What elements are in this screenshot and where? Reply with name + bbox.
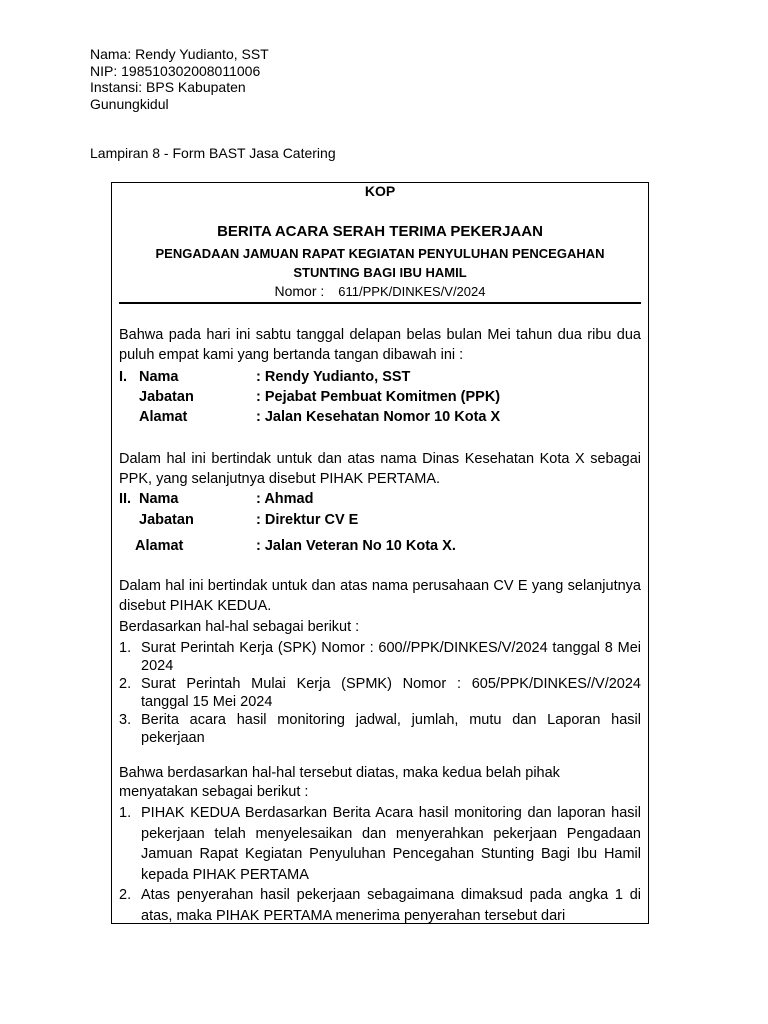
list-item-text: Atas penyerahan hasil pekerjaan sebagaimana dimaksud pada angka 1 di atas, maka PIHAK PERTAMA menerima penyerahan tersebut dari: [141, 887, 641, 924]
conclusion-intro: Bahwa berdasarkan hal-hal tersebut diatas, maka kedua belah pihak menyatakan sebagai berikut :: [119, 765, 560, 800]
party2-number: II.: [119, 491, 132, 507]
list-item-number: 1.: [119, 640, 132, 656]
party2-jabatan-label: Jabatan: [139, 512, 194, 528]
party1-nama-row: [119, 367, 641, 387]
party1-alamat-row: [119, 407, 641, 427]
nomor-label: Nomor :: [274, 283, 325, 299]
party2-alamat-row: [119, 536, 641, 556]
document-subtitle: [119, 244, 641, 282]
party2-description: Dalam hal ini bertindak untuk dan atas nama perusahaan CV E yang selanjutnya disebut PIHAK KEDUA.: [119, 578, 641, 614]
party2-alamat-value: : Jalan Veteran No 10 Kota X.: [256, 538, 456, 554]
party1-jabatan-value: : Pejabat Pembuat Komitmen (PPK): [256, 389, 501, 405]
attachment-label: Lampiran 8 - Form BAST Jasa Catering: [90, 145, 336, 161]
party1-alamat-label: Alamat: [139, 409, 188, 425]
subtitle-line-1: PENGADAAN JAMUAN RAPAT KEGIATAN PENYULUHAN PENCEGAHAN: [155, 246, 605, 261]
author-instansi-line2: Gunungkidul: [90, 95, 169, 112]
list-item-number: 2.: [119, 887, 132, 903]
list-item-text: Berita acara hasil monitoring jadwal, jumlah, mutu dan Laporan hasil pekerjaan: [141, 712, 641, 746]
letterhead-placeholder: KOP: [364, 183, 396, 199]
list-item: [119, 711, 641, 747]
subtitle-line-2: STUNTING BAGI IBU HAMIL: [293, 265, 467, 280]
party2-jabatan-row: [119, 510, 641, 530]
party1-alamat-value: : Jalan Kesehatan Nomor 10 Kota X: [256, 409, 501, 425]
nomor-value: 611/PPK/DINKES/V/2024: [338, 284, 486, 299]
author-instansi-line1: Instansi: BPS Kabupaten: [90, 79, 246, 95]
party1-description: Dalam hal ini bertindak untuk dan atas nama Dinas Kesehatan Kota X sebagai PPK, yang selanjutnya disebut PIHAK PERTAMA.: [119, 451, 641, 487]
author-info: [90, 46, 269, 112]
party2-alamat-label: Alamat: [135, 538, 184, 554]
party2-nama-row: [119, 489, 641, 509]
party2-nama-label: Nama: [139, 491, 179, 507]
list-item-number: 3.: [119, 712, 132, 728]
document-title: BERITA ACARA SERAH TERIMA PEKERJAAN: [217, 223, 543, 240]
list-item: [119, 639, 641, 675]
list-item-text: Surat Perintah Kerja (SPK) Nomor : 600//PPK/DINKES/V/2024 tanggal 8 Mei 2024: [141, 640, 641, 674]
document-number: [119, 283, 641, 299]
basis-intro: Berdasarkan hal-hal sebagai berikut :: [119, 619, 360, 635]
basis-list: [119, 639, 641, 747]
list-item: [119, 803, 641, 885]
author-nip: NIP: 198510302008011006: [90, 62, 261, 79]
title-divider: [119, 302, 641, 304]
party1-nama-value: : Rendy Yudianto, SST: [256, 369, 411, 385]
author-name: Nama: Rendy Yudianto, SST: [90, 46, 269, 62]
intro-paragraph: Bahwa pada hari ini sabtu tanggal delapan belas bulan Mei tahun dua ribu dua puluh empat kami yang bertanda tangan dibawah ini :: [119, 327, 641, 363]
party2-nama-value: : Ahmad: [256, 491, 314, 507]
party1-nama-label: Nama: [139, 369, 179, 385]
list-item-text: PIHAK KEDUA Berdasarkan Berita Acara hasil monitoring dan laporan hasil pekerjaan telah menyelesaikan dan menyerahkan pekerjaan Pengadaan Jamuan Rapat Kegiatan Penyuluhan Pencegahan Stunting Bagi Ibu Hamil kepada PIHAK PERTAMA: [141, 805, 641, 883]
conclusion-list: [119, 803, 641, 924]
party1-jabatan-row: [119, 387, 641, 407]
bast-document: [111, 182, 649, 924]
list-item-number: 2.: [119, 676, 132, 692]
list-item-number: 1.: [119, 805, 132, 821]
list-item-text: Surat Perintah Mulai Kerja (SPMK) Nomor : 605/PPK/DINKES//V/2024 tanggal 15 Mei 2024: [141, 676, 641, 710]
list-item: [119, 675, 641, 711]
party1-number: I.: [119, 369, 128, 385]
list-item: [119, 885, 641, 924]
party1-jabatan-label: Jabatan: [139, 389, 194, 405]
party2-jabatan-value: : Direktur CV E: [256, 512, 359, 528]
